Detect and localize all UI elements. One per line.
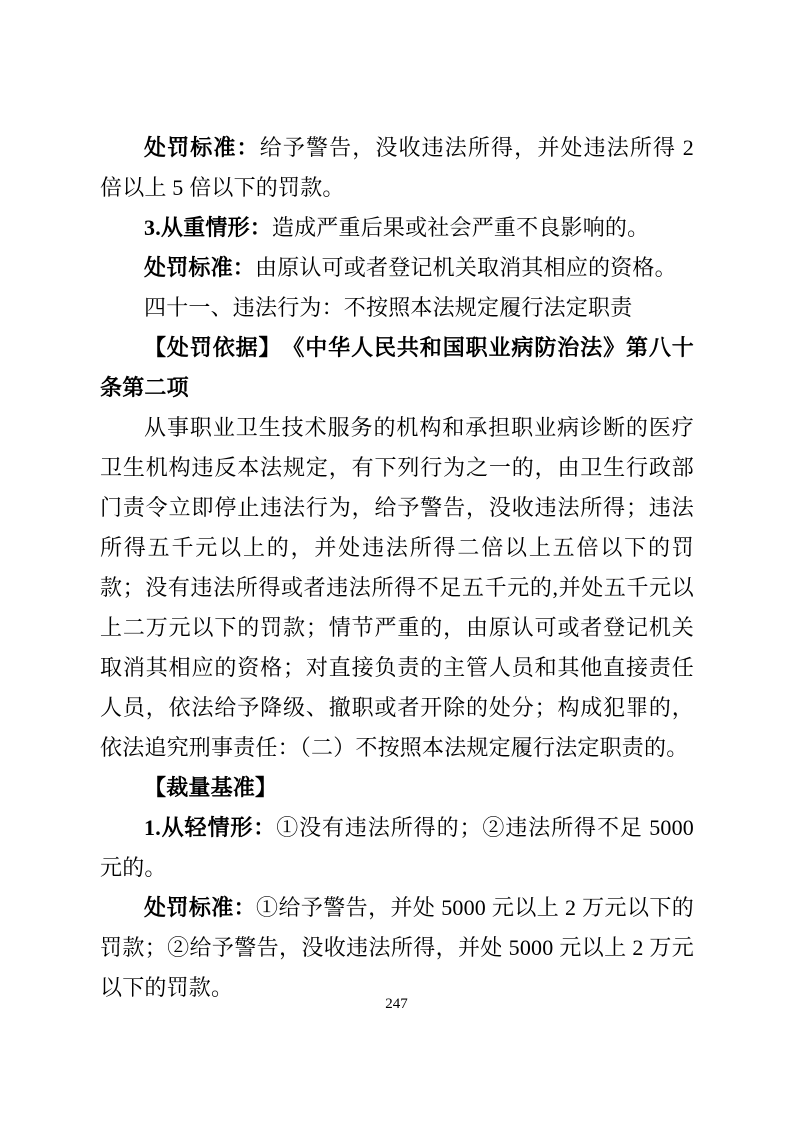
text-run: ①没有违法所得的；②违法所得不足 5000 元的。 bbox=[100, 815, 695, 880]
law-article-excerpt bbox=[100, 408, 694, 768]
bold-text-run: 【裁量基准】 bbox=[144, 775, 278, 800]
aggravating-circumstance-3 bbox=[100, 208, 694, 248]
bold-text-run: 【处罚依据】 《中华人民共和国职业病防治法》第八十条第二项 bbox=[100, 335, 694, 400]
text-run: 造成严重后果或社会严重不良影响的。 bbox=[271, 215, 650, 240]
penalty-basis-heading bbox=[100, 328, 694, 408]
bold-text-run: 处罚标准： bbox=[144, 135, 260, 160]
page-number: 247 bbox=[385, 996, 408, 1012]
text-run: 四十一、违法行为：不按照本法规定履行法定职责 bbox=[144, 295, 633, 320]
text-run: 从事职业卫生技术服务的机构和承担职业病诊断的医疗卫生机构违反本法规定，有下列行为之一的，由卫生行政部门责令立即停止违法行为，给予警告，没收违法所得；违法所得五千元以上的，并处违法所得二倍以上五倍以下的罚款；没有违法所得或者违法所得不足五千元的,并处五千元以上二万元以下的罚款；情节严重的，由原认可或者登记机关取消其相应的资格；对直接负责的主管人员和其他直接责任人员，依法给予降级、撤职或者开除的处分；构成犯罪的，依法追究刑事责任：（二）不按照本法规定履行法定职责的。 bbox=[100, 415, 694, 760]
discretion-benchmark-heading bbox=[100, 768, 694, 808]
text-run: 给予警告，没收违法所得，并处违法所得 2 倍以上 5 倍以下的罚款。 bbox=[100, 135, 694, 200]
page-footer bbox=[0, 993, 793, 1015]
violation-41-heading bbox=[100, 288, 694, 328]
bold-text-run: 处罚标准： bbox=[144, 895, 257, 920]
penalty-standard-3 bbox=[100, 888, 694, 1008]
bold-text-run: 3.从重情形： bbox=[144, 215, 272, 240]
bold-text-run: 处罚标准： bbox=[144, 255, 256, 280]
bold-text-run: 1.从轻情形： bbox=[144, 815, 277, 840]
penalty-standard-2 bbox=[100, 248, 694, 288]
penalty-standard-1 bbox=[100, 128, 694, 208]
document-body bbox=[100, 128, 694, 1008]
text-run: ①给予警告，并处 5000 元以上 2 万元以下的罚款；②给予警告，没收违法所得，并处 5000 元以上 2 万元以下的罚款。 bbox=[100, 895, 694, 1000]
mitigating-circumstance-1 bbox=[100, 808, 694, 888]
text-run: 由原认可或者登记机关取消其相应的资格。 bbox=[255, 255, 677, 280]
